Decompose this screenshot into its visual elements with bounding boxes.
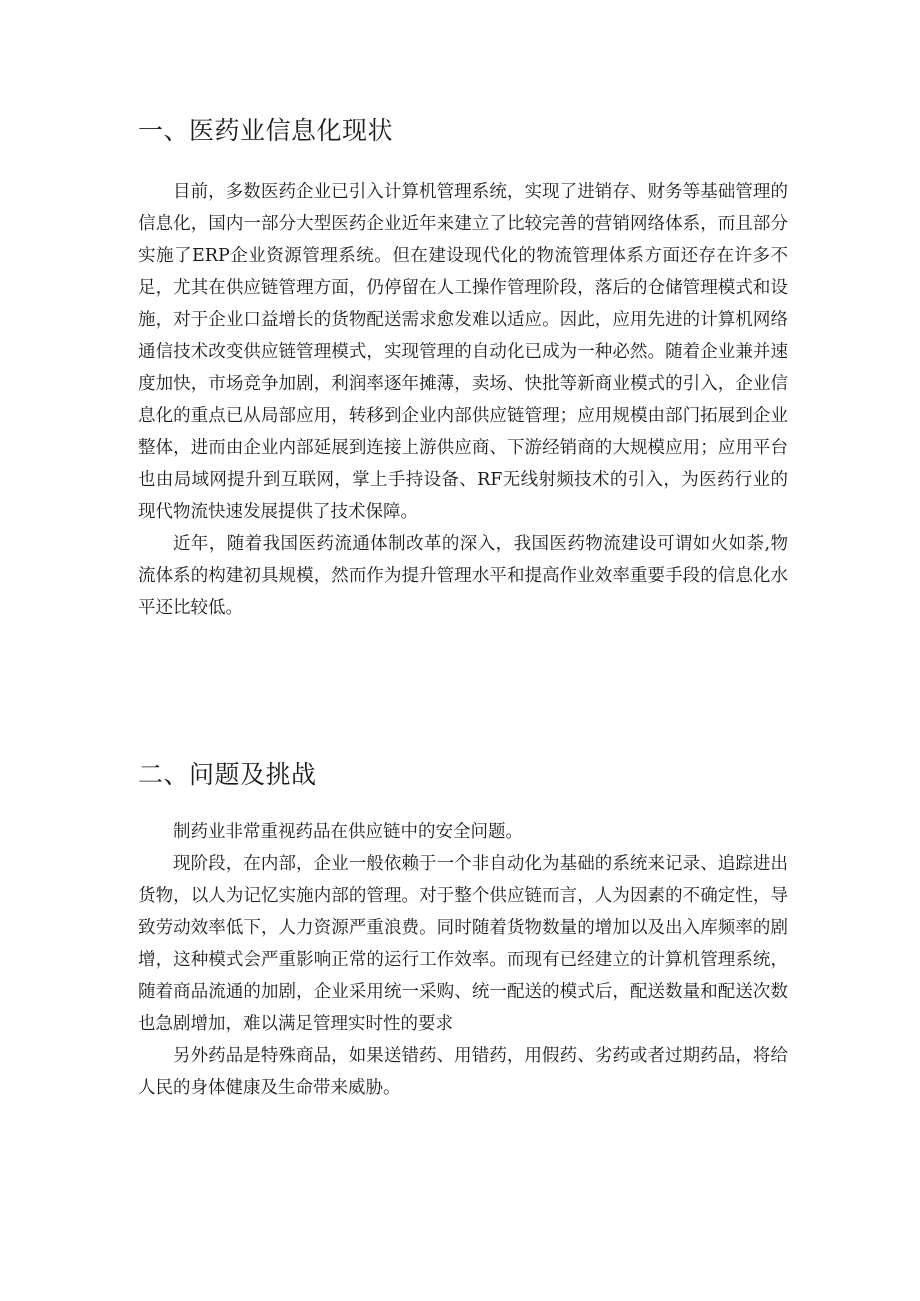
section-informatization-status bbox=[138, 111, 788, 624]
section-heading: 一、医药业信息化现状 bbox=[138, 116, 394, 145]
paragraph: 目前，多数医药企业已引入计算机管理系统，实现了进销存、财务等基础管理的信息化，国内一部分大型医药企业近年来建立了比较完善的营销网络体系，而且部分实施了ERP企业资源管理系统。但在建设现代化的物流管理体系方面还存在许多不足，尤其在供应链管理方面，仍停留在人工操作管理阶段，落后的仓储管理模式和设施，对于企业口益增长的货物配送需求愈发难以适应。因此，应用先进的计算机网络通信技术改变供应链管理模式，实现管理的自动化已成为一种必然。随着企业兼并速度加快，市场竞争加剧，利润率逐年摊薄，卖场、快批等新商业模式的引入，企业信息化的重点已从局部应用，转移到企业内部供应链管理；应用规模由部门拓展到企业整体，进而由企业内部延展到连接上游供应商、下游经销商的大规模应用；应用平台也由局域网提升到互联网，掌上手持设备、RF无线射频技术的引入，为医药行业的现代物流快速发展提供了技术保障。 bbox=[138, 182, 788, 522]
paragraph: 另外药品是特殊商品，如果送错药、用错药，用假药、劣药或者过期药品，将给人民的身体健康及生命带来威胁。 bbox=[138, 1046, 788, 1098]
paragraph: 近年，随着我国医药流通体制改革的深入，我国医药物流建设可谓如火如荼,物流体系的构建初具规模，然而作为提升管理水平和提高作业效率重要手段的信息化水平还比较低。 bbox=[138, 534, 788, 618]
section-problems-challenges bbox=[138, 755, 788, 1104]
paragraph: 制药业非常重视药品在供应链中的安全问题。 bbox=[173, 822, 523, 842]
paragraph: 现阶段，在内部，企业一般依赖于一个非自动化为基础的系统来记录、追踪进出货物，以人为记忆实施内部的管理。对于整个供应链而言，人为因素的不确定性，导致劳动效率低下，人力资源严重浪费。同时随着货物数量的增加以及出入库频率的剧增，这种模式会严重影响正常的运行工作效率。而现有已经建立的计算机管理系统，随着商品流通的加剧，企业采用统一采购、统一配送的模式后，配送数量和配送次数也急剧增加，难以满足管理实时性的要求 bbox=[138, 854, 788, 1034]
section-heading: 二、问题及挑战 bbox=[138, 760, 317, 789]
